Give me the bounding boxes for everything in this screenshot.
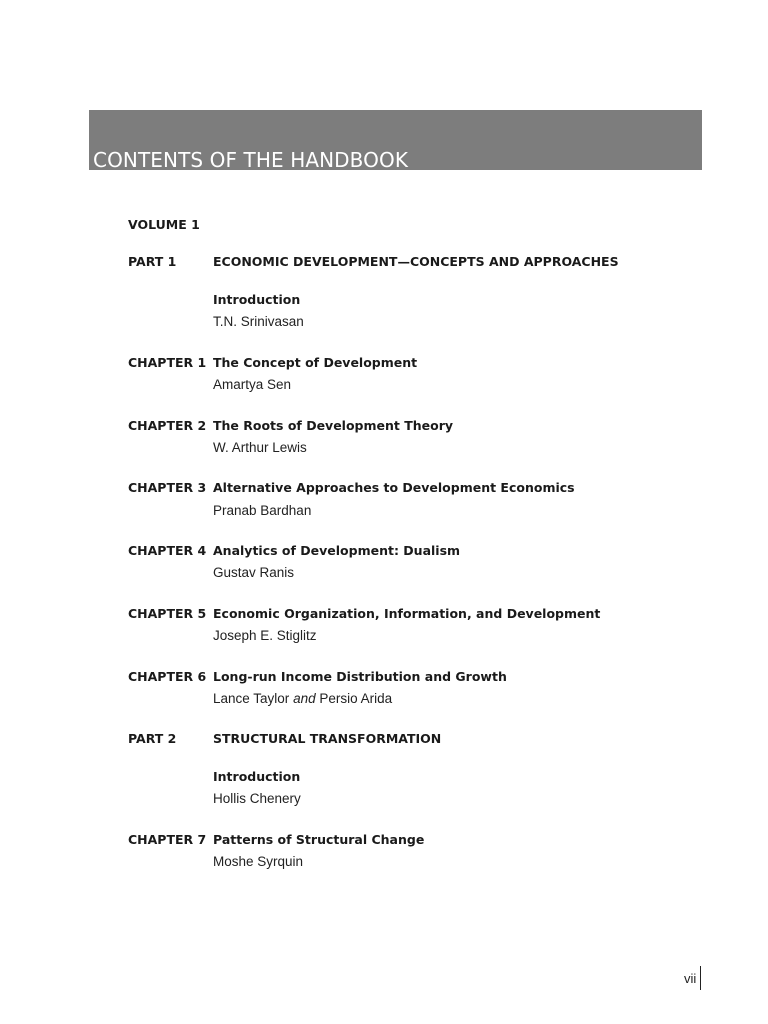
chapter-2-label: CHAPTER 2: [128, 418, 207, 433]
chapter-6-author-joiner: and: [293, 691, 316, 706]
chapter-2-author: W. Arthur Lewis: [213, 440, 307, 455]
page-title: CONTENTS OF THE HANDBOOK: [93, 148, 409, 172]
page-number-rule: [700, 966, 701, 990]
chapter-3-title: Alternative Approaches to Development Economics: [213, 480, 575, 495]
part-2-label: PART 2: [128, 731, 177, 746]
chapter-4-label: CHAPTER 4: [128, 543, 207, 558]
part-1-introduction-title: Introduction: [213, 292, 301, 307]
chapter-1-label: CHAPTER 1: [128, 355, 207, 370]
chapter-4-author: Gustav Ranis: [213, 565, 295, 580]
chapter-5-author: Joseph E. Stiglitz: [213, 628, 317, 643]
chapter-3-label: CHAPTER 3: [128, 480, 207, 495]
chapter-3-author: Pranab Bardhan: [213, 503, 312, 518]
page-number: vii: [684, 971, 697, 986]
chapter-7-author: Moshe Syrquin: [213, 854, 304, 869]
chapter-5-label: CHAPTER 5: [128, 606, 207, 621]
part-2-introduction-title: Introduction: [213, 769, 301, 784]
chapter-2-title: The Roots of Development Theory: [213, 418, 454, 433]
chapter-6-title: Long-run Income Distribution and Growth: [213, 669, 507, 684]
volume-label: VOLUME 1: [128, 217, 200, 232]
chapter-1-title: The Concept of Development: [213, 355, 418, 370]
part-2-introduction-author: Hollis Chenery: [213, 791, 301, 806]
part-1-introduction-author: T.N. Srinivasan: [213, 314, 304, 329]
part-1-title: ECONOMIC DEVELOPMENT—CONCEPTS AND APPROACHES: [213, 254, 619, 269]
chapter-6-label: CHAPTER 6: [128, 669, 207, 684]
chapter-5-title: Economic Organization, Information, and Development: [213, 606, 601, 621]
part-2-title: STRUCTURAL TRANSFORMATION: [213, 731, 442, 746]
part-1-label: PART 1: [128, 254, 177, 269]
chapter-6-author-second: Persio Arida: [319, 691, 393, 706]
chapter-6-author: [213, 691, 392, 707]
chapter-7-label: CHAPTER 7: [128, 832, 207, 847]
chapter-7-title: Patterns of Structural Change: [213, 832, 425, 847]
chapter-1-author: Amartya Sen: [213, 377, 292, 392]
chapter-6-author-first: Lance Taylor: [213, 691, 290, 706]
chapter-4-title: Analytics of Development: Dualism: [213, 543, 461, 558]
